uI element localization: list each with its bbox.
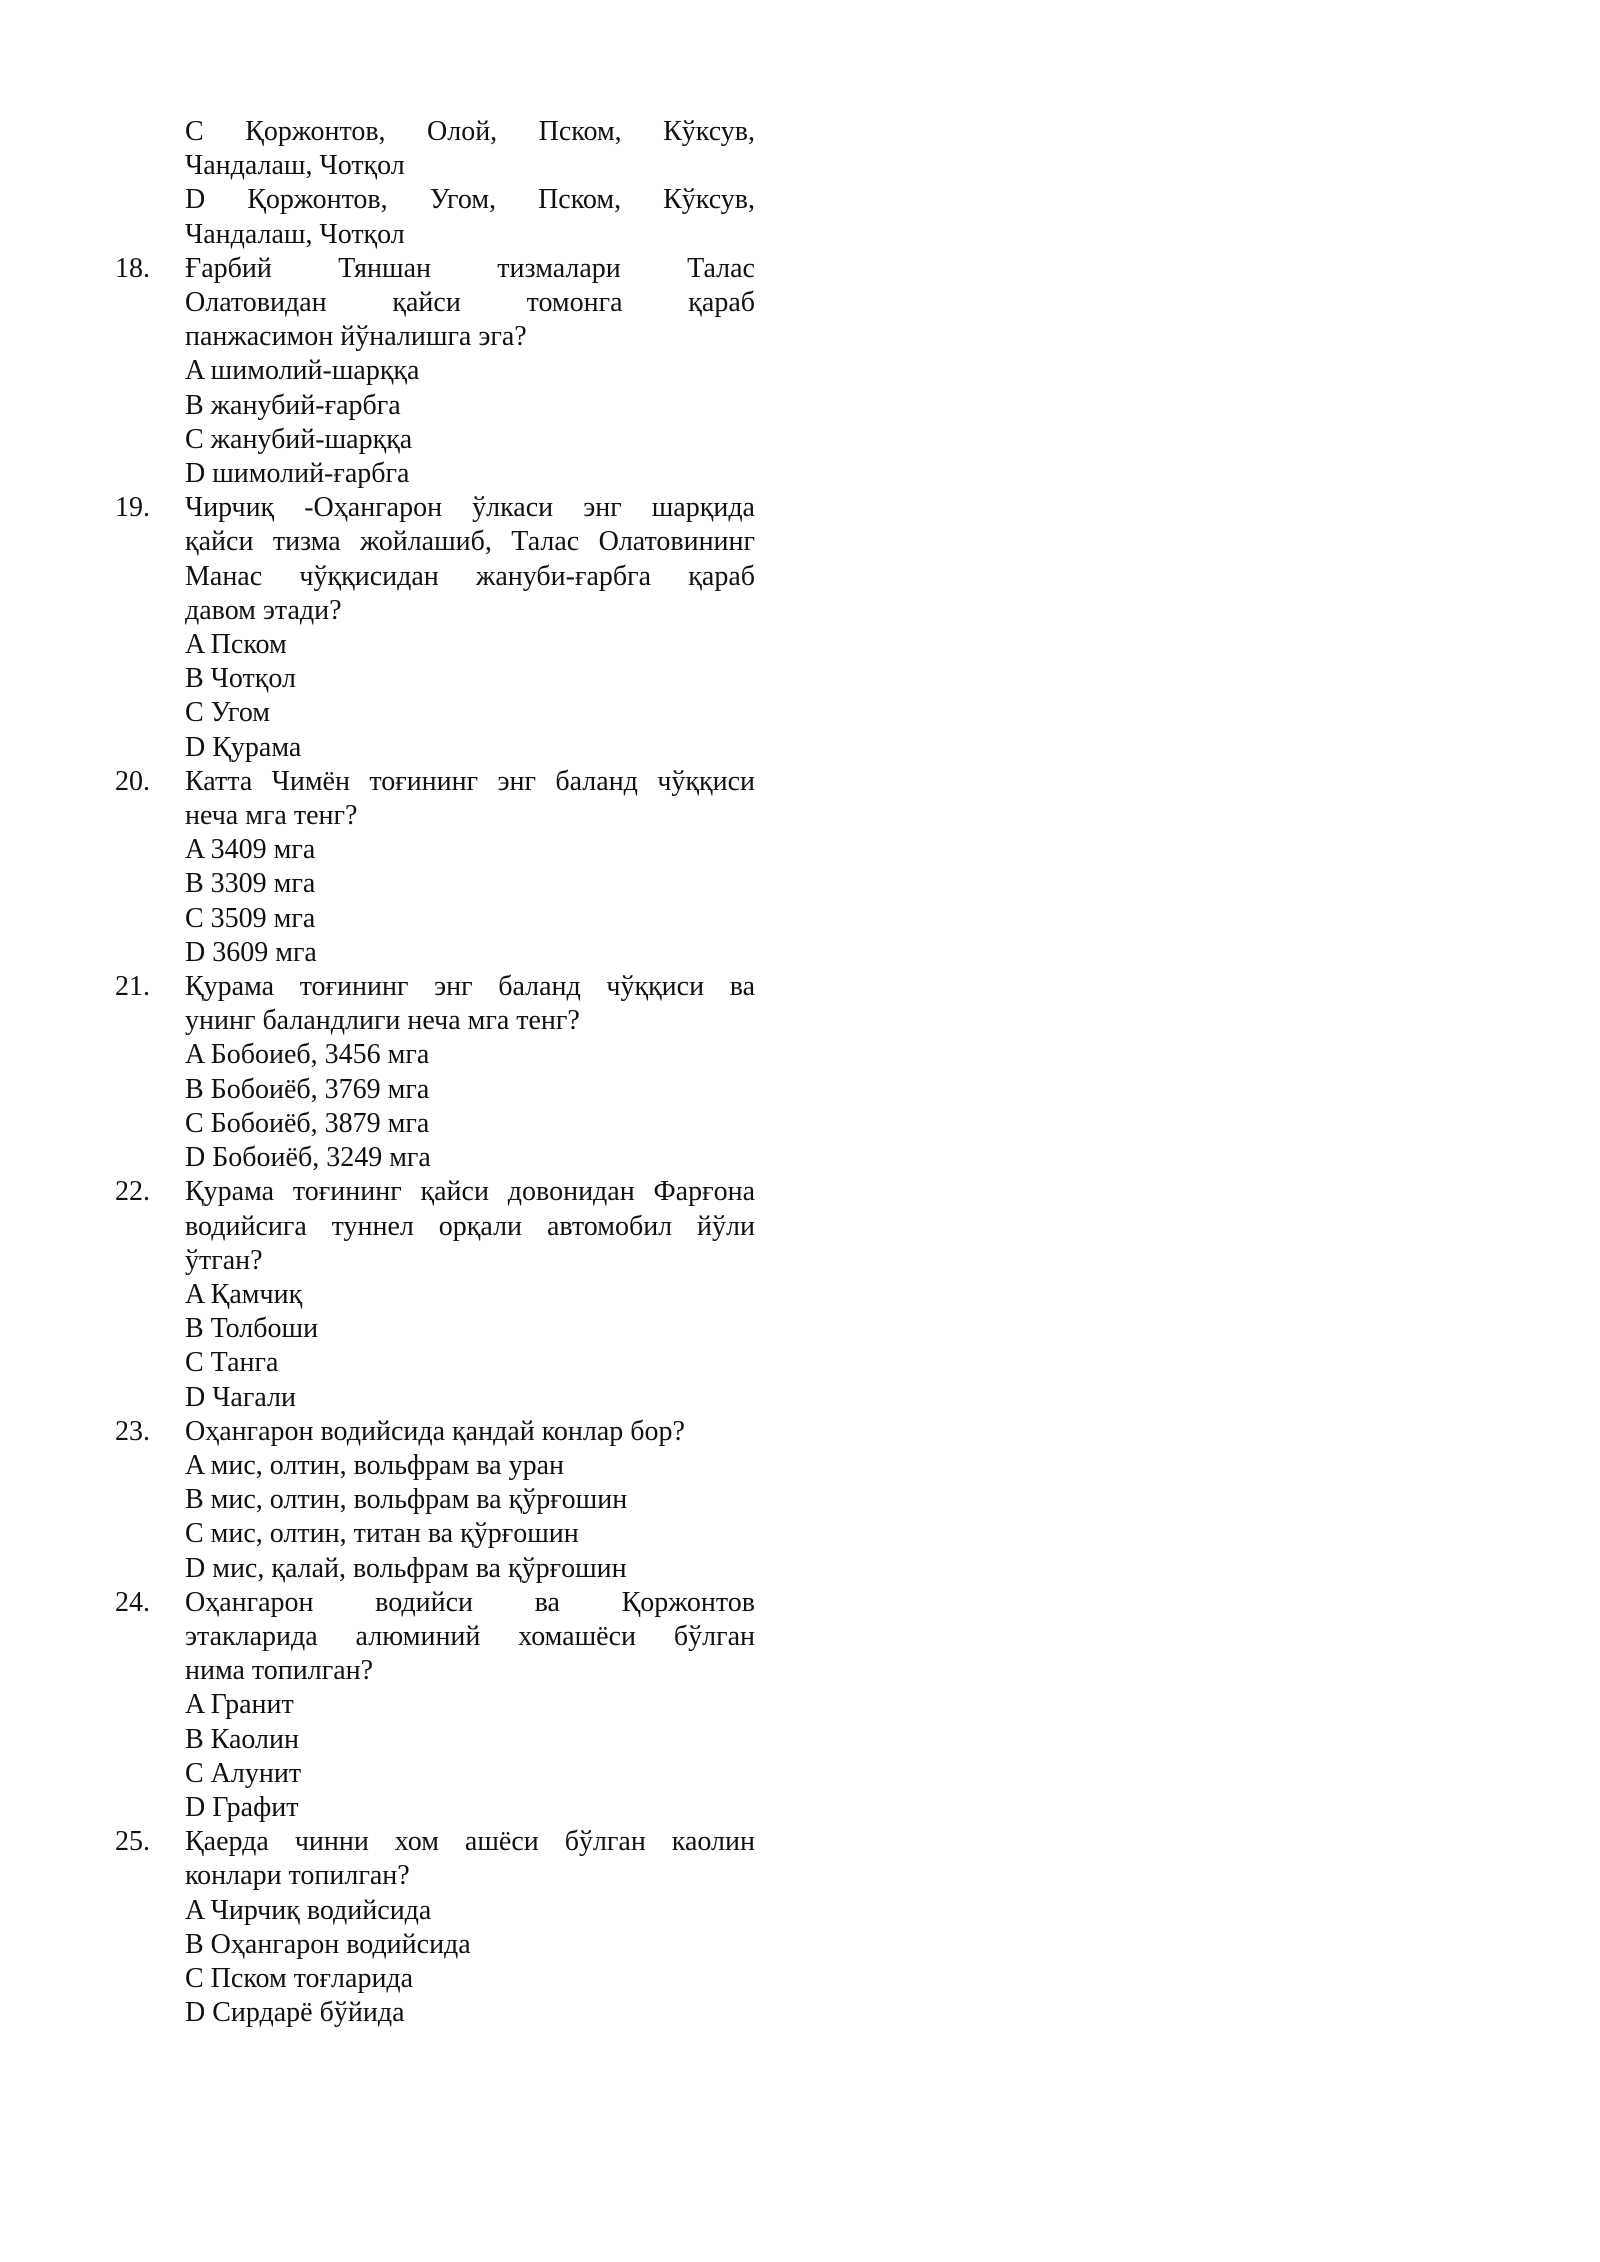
question-20 — [115, 765, 755, 970]
question-text-line: Қурама тоғининг қайси довонидан Фарғона — [185, 1176, 755, 1208]
option-line: C Қоржонтов, Олой, Пском, Кўксув, — [185, 116, 755, 147]
answer-option: C Бобоиёб, 3879 мга — [185, 1107, 430, 1139]
answer-option: B Толбоши — [185, 1313, 319, 1345]
answer-option: A мис, олтин, вольфрам ва уран — [185, 1449, 564, 1481]
question-text-line: Қаерда чинни хом ашёси бўлган каолин — [185, 1826, 755, 1858]
answer-option: C Пском тоғларида — [185, 1962, 414, 1994]
answer-option: B Бобоиёб, 3769 мга — [185, 1073, 430, 1105]
answer-option: C Угом — [185, 697, 271, 729]
answer-option: D мис, қалай, вольфрам ва қўрғошин — [185, 1552, 627, 1584]
question-text-line: Оҳангарон водийси ва Қоржонтов — [185, 1586, 755, 1618]
question-25 — [115, 1825, 755, 2030]
answer-option: D Чагали — [185, 1381, 296, 1413]
question-text-line: қайси тизма жойлашиб, Талас Олатовининг — [185, 526, 755, 558]
question-21 — [115, 970, 755, 1175]
question-text-line: Манас чўққисидан жануби-ғарбга қараб — [185, 560, 755, 592]
answer-option: A Чирчиқ водийсида — [185, 1894, 432, 1926]
question-text-line: этакларида алюминий хомашёси бўлган — [185, 1620, 755, 1652]
answer-option: A Қамчиқ — [185, 1278, 303, 1310]
question-text-line: Қурама тоғининг энг баланд чўққиси ва — [185, 971, 755, 1003]
question-text-line: Оҳангарон водийсида қандай конлар бор? — [185, 1415, 685, 1447]
question-text-line: давом этади? — [185, 594, 342, 626]
question-text-line: водийсига туннел орқали автомобил йўли — [185, 1210, 755, 1242]
question-text-line: Ғарбий Тяншан тизмалари Талас — [185, 252, 755, 284]
question-text-line: Чирчиқ -Оҳангарон ўлкаси энг шарқида — [185, 492, 755, 524]
answer-option: A Гранит — [185, 1689, 294, 1721]
question-19 — [115, 491, 755, 765]
option-line: D Қоржонтов, Угом, Пском, Кўксув, — [185, 184, 755, 216]
answer-option: A Пском — [185, 629, 287, 661]
question-23 — [115, 1415, 755, 1586]
question-text-line: неча мга тенг? — [185, 800, 358, 832]
question-18 — [115, 252, 755, 491]
question-text-line: панжасимон йўналишга эга? — [185, 321, 527, 353]
answer-option: A Бобоиеб, 3456 мга — [185, 1039, 430, 1071]
question-number: 24. — [115, 1586, 150, 1618]
question-number: 18. — [115, 252, 150, 284]
answer-option: A 3409 мга — [185, 834, 316, 866]
answer-option: C Алунит — [185, 1757, 302, 1789]
answer-option: B Оҳангарон водийсида — [185, 1928, 471, 1960]
question-text-line: ўтган? — [185, 1244, 263, 1276]
answer-option: B мис, олтин, вольфрам ва қўрғошин — [185, 1484, 628, 1516]
question-text-line: Олатовидан қайси томонга қараб — [185, 287, 755, 319]
option-line: Чандалаш, Чотқол — [185, 150, 405, 182]
answer-option: B 3309 мга — [185, 868, 316, 900]
answer-option: B Каолин — [185, 1723, 299, 1755]
answer-option: D шимолий-ғарбга — [185, 458, 410, 490]
question-list — [115, 115, 755, 2030]
question-text-line: конлари топилган? — [185, 1860, 410, 1892]
answer-option: D 3609 мга — [185, 936, 317, 968]
question-number: 20. — [115, 765, 150, 797]
answer-option: A шимолий-шарққа — [185, 355, 420, 387]
question-text-line: нима топилган? — [185, 1655, 374, 1687]
answer-option: C мис, олтин, титан ва қўрғошин — [185, 1518, 579, 1550]
option-line: Чандалаш, Чотқол — [185, 218, 405, 250]
answer-option: B Чотқол — [185, 663, 296, 695]
question-number: 25. — [115, 1826, 150, 1858]
leading-options — [115, 115, 755, 252]
question-24 — [115, 1586, 755, 1825]
answer-option: C 3509 мга — [185, 902, 316, 934]
question-number: 22. — [115, 1176, 150, 1208]
question-number: 19. — [115, 492, 150, 524]
answer-option: C жанубий-шарққа — [185, 423, 413, 455]
question-number: 21. — [115, 971, 150, 1003]
question-number: 23. — [115, 1415, 150, 1447]
answer-option: C Танга — [185, 1347, 279, 1379]
answer-option: B жанубий-ғарбга — [185, 389, 401, 421]
question-text-line: унинг баландлиги неча мга тенг? — [185, 1005, 580, 1037]
answer-option: D Бобоиёб, 3249 мга — [185, 1142, 431, 1174]
answer-option: D Қурама — [185, 731, 302, 763]
answer-option: D Сирдарё бўйида — [185, 1997, 405, 2029]
answer-option: D Графит — [185, 1791, 299, 1823]
question-text-line: Катта Чимён тоғининг энг баланд чўққиси — [185, 765, 755, 797]
question-22 — [115, 1175, 755, 1414]
